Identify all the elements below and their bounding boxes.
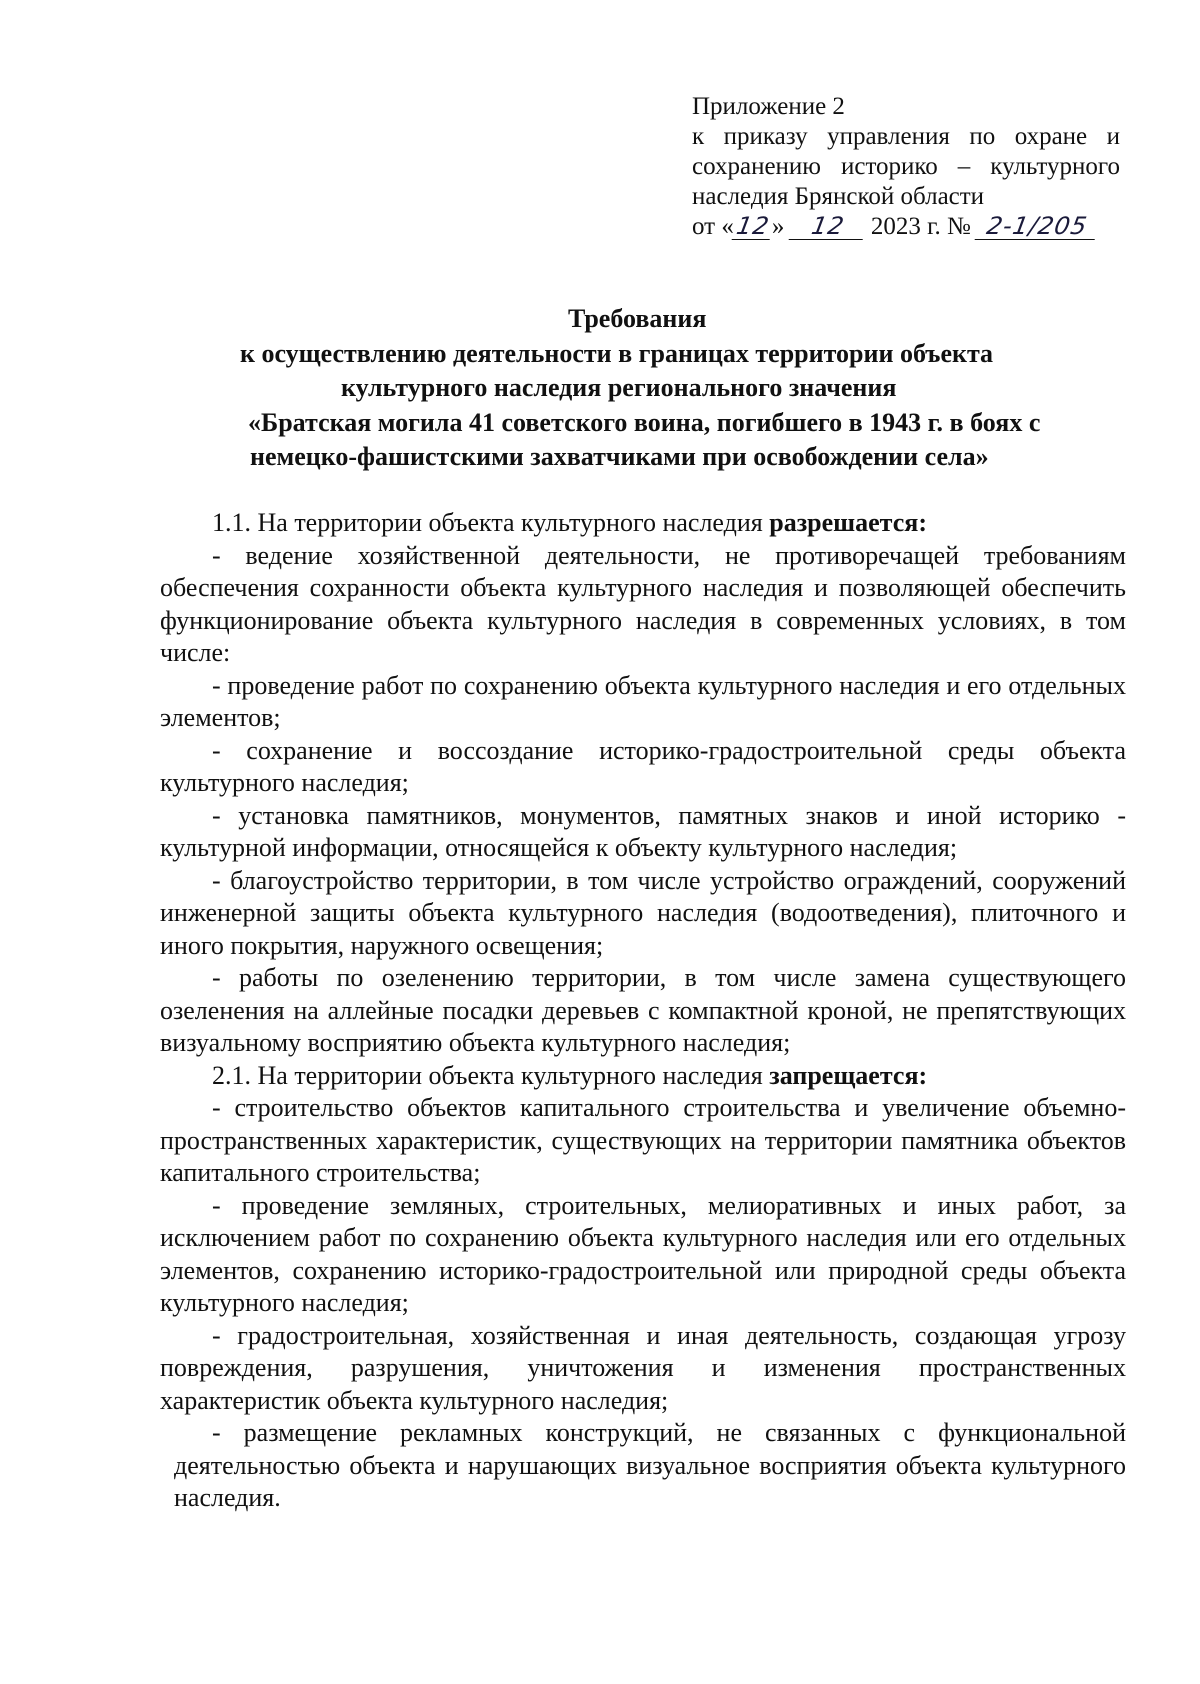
list-item: - градостроительная, хозяйственная и иная деятельность, создающая угрозу повреждения, разрушения, уничтожения и изменения пространственных характеристик объекта культурного наследия;: [160, 1320, 1126, 1415]
appendix-order-line-1: к приказу управления по охране и: [692, 123, 1120, 150]
list-item: - проведение работ по сохранению объекта культурного наследия и его отдельных элементов;: [160, 670, 1126, 732]
title-line-2: культурного наследия регионального значения: [341, 373, 897, 402]
appendix-title: Приложение 2: [692, 93, 845, 120]
title-line-0: Требования: [568, 304, 707, 333]
document-title: [150, 302, 1130, 475]
title-line-4: немецко-фашистскими захватчиками при освобождении села»: [250, 442, 989, 471]
year-text: 2023 г. №: [870, 213, 971, 240]
appendix-header: [692, 92, 1120, 242]
handwritten-day: 12: [731, 213, 774, 240]
title-line-3: «Братская могила 41 советского воина, погибшего в 1943 г. в боях с: [248, 407, 1041, 437]
document-body: [160, 507, 1126, 1515]
date-mid: »: [771, 213, 785, 240]
date-prefix: от «: [692, 213, 734, 240]
handwritten-month: 12: [788, 213, 867, 240]
list-item: - проведение земляных, строительных, мелиоративных и иных работ, за исключением работ по сохранению объекта культурного наследия или его отдельных элементов, сохранению историко-градостроительной или природной среды объекта культурного наследия;: [160, 1190, 1126, 1317]
section-2-lead: 2.1. На территории объекта культурного наследия: [212, 1060, 770, 1090]
section-1-lead: 1.1. На территории объекта культурного наследия: [212, 508, 770, 537]
list-item: - размещение рекламных конструкций, не связанных с функциональной деятельностью объекта и нарушающих визуальное восприятия объекта культурного наследия.: [174, 1418, 1126, 1512]
list-item: - строительство объектов капитального строительства и увеличение объемно-пространственных характеристик, существующих на территории памятника объектов капитального строительства;: [160, 1093, 1126, 1187]
section-2-heading: [160, 1060, 1126, 1093]
list-item: - благоустройство территории, в том числе устройство ограждений, сооружений инженерной защиты объекта культурного наследия (водоотведения), плиточного и иного покрытия, наружного освещения;: [160, 865, 1126, 960]
list-item: - сохранение и воссоздание историко-градостроительной среды объекта культурного наследия;: [160, 735, 1126, 797]
appendix-order-line-2: сохранению историко – культурного: [692, 153, 1120, 180]
handwritten-order-number: 2-1/205: [975, 213, 1100, 240]
section-1-keyword: разрешается:: [769, 508, 928, 537]
section-2-keyword: запрещается:: [769, 1060, 928, 1090]
title-line-1: к осуществлению деятельности в границах территории объекта: [240, 338, 994, 368]
order-date-line: [692, 212, 1120, 242]
section-1-heading: [160, 507, 1126, 540]
list-item: - установка памятников, монументов, памятных знаков и иной историко - культурной информации, относящейся к объекту культурного наследия;: [160, 800, 1126, 862]
list-item: - работы по озеленению территории, в том числе замена существующего озеленения на аллейные посадки деревьев с компактной кроной, не препятствующих визуальному восприятию объекта культурного наследия;: [160, 963, 1126, 1057]
list-item: - ведение хозяйственной деятельности, не противоречащей требованиям обеспечения сохранности объекта культурного наследия и позволяющей обеспечить функционирование объекта культурного наследия в современных условиях, в том числе:: [160, 540, 1126, 667]
appendix-order-line-3: наследия Брянской области: [692, 183, 985, 210]
